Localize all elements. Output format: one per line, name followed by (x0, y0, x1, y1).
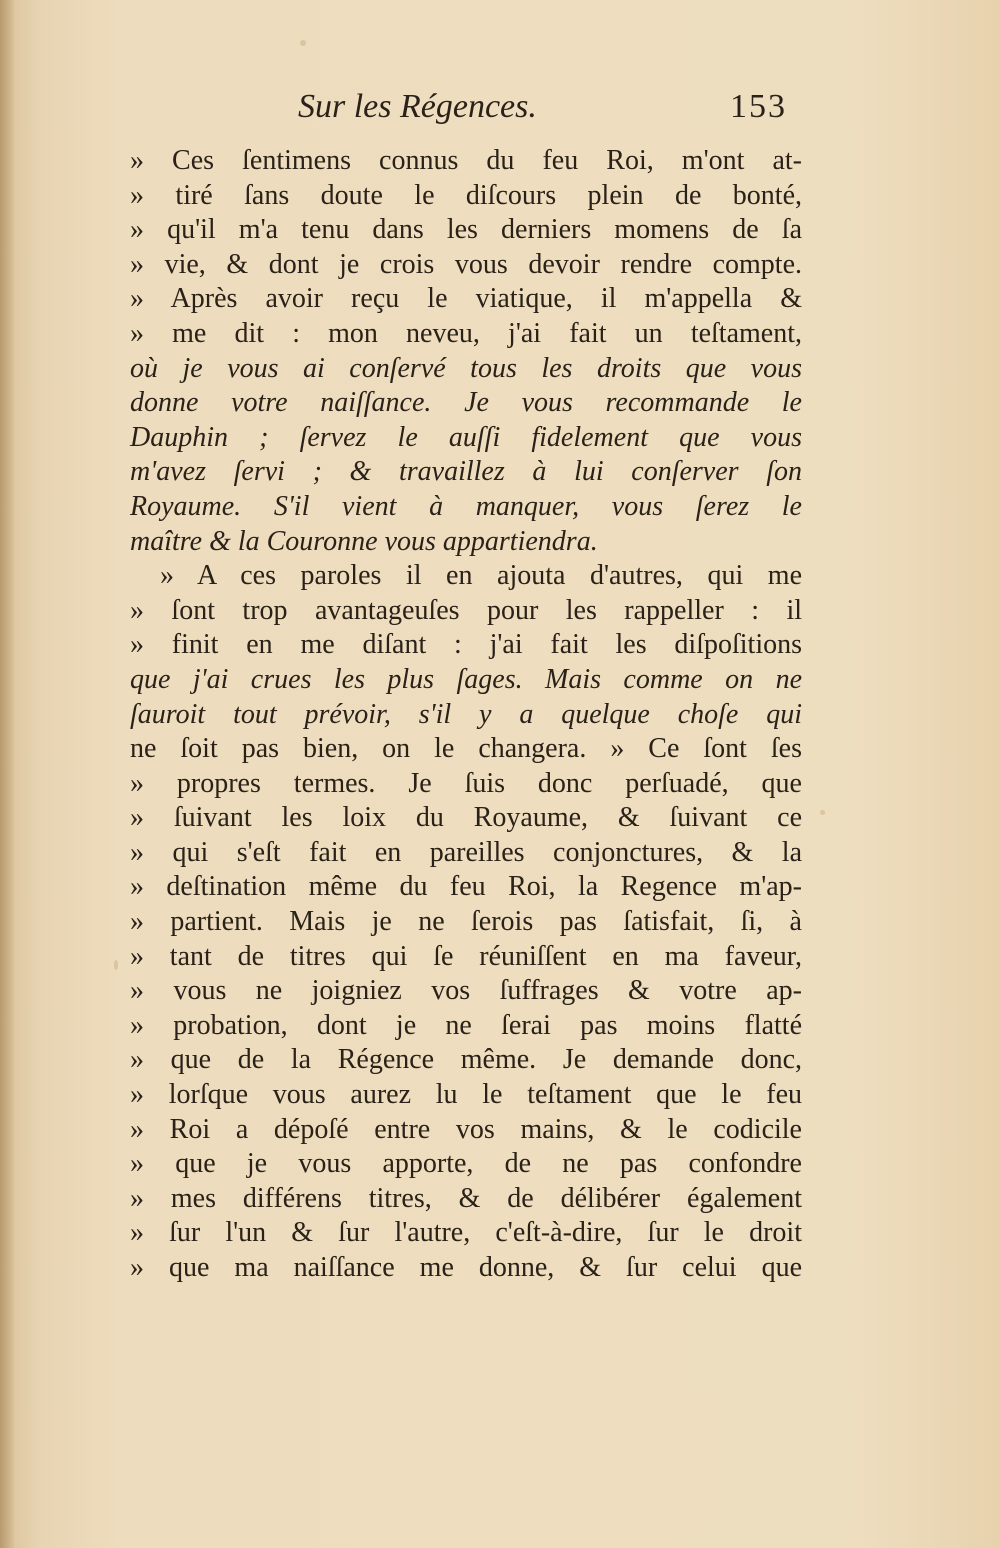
text-line: » partient. Mais je ne ſerois pas ſatisfait, ſi, à (130, 906, 802, 938)
text-line: » lorſque vous aurez lu le teſtament que le feu (130, 1079, 802, 1111)
text-line: » Ces ſentimens connus du feu Roi, m'ont at- (130, 145, 802, 176)
text-line: m'avez ſervi ; & travaillez à lui conſerver ſon (130, 456, 802, 488)
paper-spot (114, 960, 118, 970)
text-line: ne ſoit pas bien, on le changera. » Ce ſont ſes (130, 733, 802, 765)
text-line: » Après avoir reçu le viatique, il m'appella & (130, 283, 802, 315)
paper-spot (820, 810, 825, 815)
text-line: » ſont trop avantageuſes pour les rappeller : il (130, 594, 802, 626)
page-number: 153 (730, 88, 787, 125)
page-header (0, 88, 1000, 138)
text-line: où je vous ai conſervé tous les droits que vous (130, 352, 802, 384)
text-line: » vous ne joigniez vos ſuffrages & votre ap- (130, 975, 802, 1007)
text-line: » propres termes. Je ſuis donc perſuadé, que (130, 767, 802, 799)
text-line: » ſuivant les loix du Royaume, & ſuivant ce (130, 802, 802, 834)
text-body (130, 144, 802, 1286)
text-line: » tant de titres qui ſe réuniſſent en ma faveur, (130, 940, 802, 972)
text-line: » Roi a dépoſé entre vos mains, & le codicile (130, 1113, 802, 1145)
text-line: » A ces paroles il en ajouta d'autres, qui me (160, 560, 802, 592)
text-line: » vie, & dont je crois vous devoir rendre compte. (130, 248, 802, 280)
text-line: » que de la Régence même. Je demande donc, (130, 1044, 802, 1076)
text-line: que j'ai crues les plus ſages. Mais comme on ne (130, 663, 802, 695)
text-line: » qui s'eſt fait en pareilles conjonctures, & la (130, 836, 802, 868)
text-line: » qu'il m'a tenu dans les derniers momens de ſa (130, 214, 802, 246)
text-line: Dauphin ; ſervez le auſſi fidelement que vous (130, 421, 802, 453)
text-line: » ſur l'un & ſur l'autre, c'eſt-à-dire, ſur le droit (130, 1217, 802, 1249)
text-line: donne votre naiſſance. Je vous recommande le (130, 387, 802, 419)
text-line: » que ma naiſſance me donne, & ſur celui que (130, 1252, 802, 1283)
text-line: » mes différens titres, & de délibérer également (130, 1182, 802, 1214)
paper-spot (300, 40, 306, 46)
text-line: » deſtination même du feu Roi, la Regence m'ap- (130, 871, 802, 903)
text-line: Royaume. S'il vient à manquer, vous ſerez le (130, 490, 802, 522)
text-line: » tiré ſans doute le diſcours plein de bonté, (130, 179, 802, 211)
text-line: ſauroit tout prévoir, s'il y a quelque choſe qui (130, 698, 802, 730)
text-line: » probation, dont je ne ſerai pas moins flatté (130, 1009, 802, 1041)
running-title: Sur les Régences. (298, 88, 537, 125)
text-line: » que je vous apporte, de ne pas confondre (130, 1148, 802, 1180)
text-line: » me dit : mon neveu, j'ai fait un teſtament, (130, 317, 802, 349)
text-line: maître & la Couronne vous appartiendra. (130, 525, 598, 557)
text-line: » finit en me diſant : j'ai fait les diſpoſitions (130, 629, 802, 661)
